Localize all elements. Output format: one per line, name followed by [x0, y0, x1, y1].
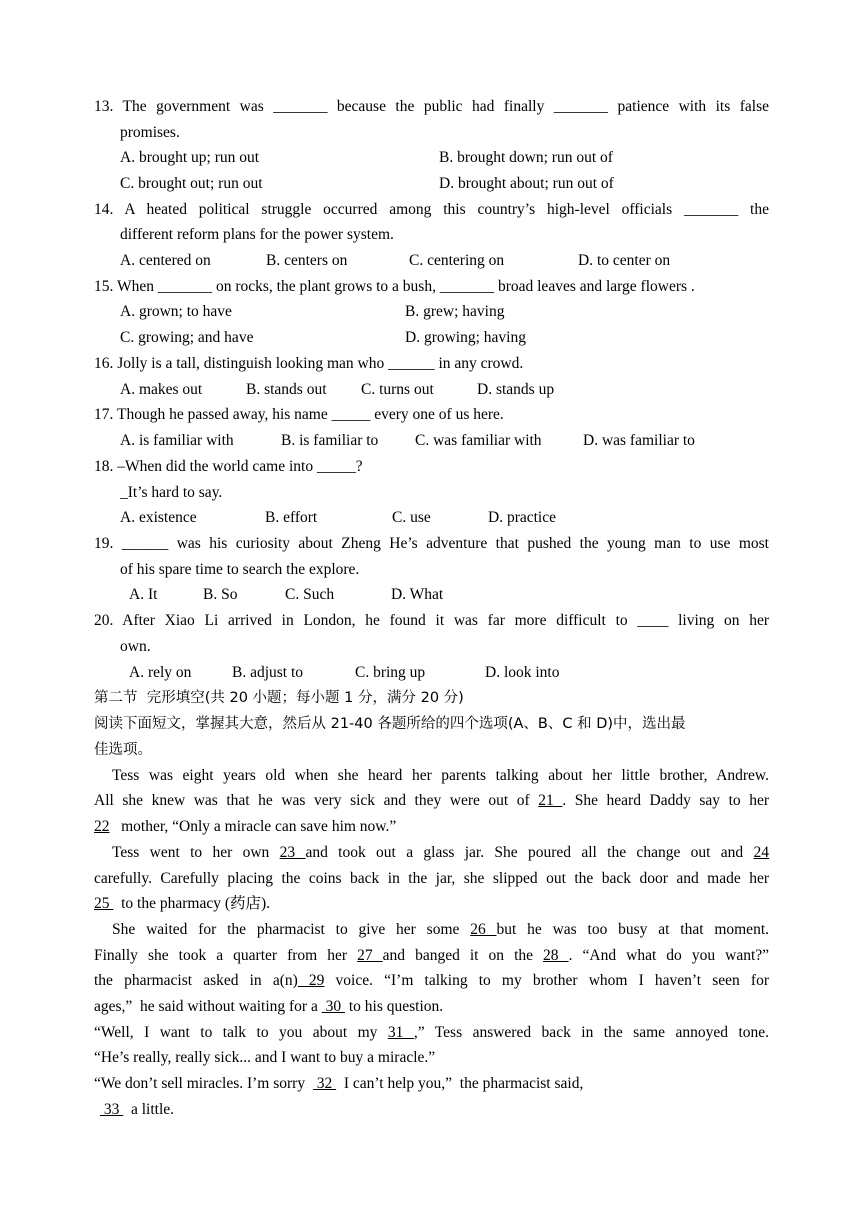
question-16-option-b: B. stands out [246, 381, 327, 398]
section-title: 第二节 完形填空(共 20 小题；每小题 1 分，满分 20 分) [94, 690, 464, 706]
question-16-option-a: A. makes out [120, 381, 203, 398]
question-14-option-a: A. centered on [120, 252, 211, 269]
question-16-option-d: D. stands up [477, 381, 555, 398]
passage-line: All she knew was that he was very sick and they were out of 21 . She heard Daddy say to her [94, 792, 769, 809]
passage-line: “He’s really, really sick... and I want to buy a miracle.” [94, 1049, 436, 1066]
blank-22[interactable]: 22 [94, 818, 110, 835]
question-17-option-b: B. is familiar to [281, 432, 379, 449]
question-16-option-c: C. turns out [361, 381, 434, 398]
question-16-stem: 16. Jolly is a tall, distinguish looking man who ______ in any crowd. [94, 355, 524, 372]
question-15-stem: 15. When _______ on rocks, the plant grows to a bush, _______ broad leaves and large flowers . [94, 278, 695, 295]
question-15-option-b: B. grew; having [405, 303, 505, 320]
question-19-stem-cont: of his spare time to search the explore. [120, 561, 360, 578]
question-14-option-d: D. to center on [578, 252, 671, 269]
blank-31[interactable]: 31 [387, 1024, 414, 1041]
blank-25[interactable]: 25 [94, 895, 114, 912]
question-18-option-b: B. effort [265, 509, 318, 526]
question-20-stem-cont: own. [120, 638, 151, 655]
question-18-option-d: D. practice [488, 509, 556, 526]
question-20-option-d: D. look into [485, 664, 560, 681]
question-13-option-a: A. brought up; run out [120, 149, 260, 166]
question-15-option-a: A. grown; to have [120, 303, 232, 320]
passage-line: Finally she took a quarter from her 27 and banged it on the 28 . “And what do you want?” [94, 947, 770, 964]
passage-line: She waited for the pharmacist to give her some 26 but he was too busy at that moment. [112, 921, 769, 938]
blank-33[interactable]: 33 [100, 1101, 124, 1118]
question-14-stem-cont: different reform plans for the power system. [120, 226, 394, 243]
question-13-stem-cont: promises. [120, 124, 180, 141]
blank-27[interactable]: 27 [357, 947, 383, 964]
section-instructions-cont: 佳选项。 [94, 742, 152, 758]
question-17-stem: 17. Though he passed away, his name _____ every one of us here. [94, 406, 504, 423]
question-20-option-a: A. rely on [129, 664, 192, 681]
question-19-option-b: B. So [203, 586, 238, 603]
question-17-option-a: A. is familiar with [120, 432, 234, 449]
question-14-option-c: C. centering on [409, 252, 505, 269]
question-15-option-c: C. growing; and have [120, 329, 254, 346]
blank-28[interactable]: 28 [543, 947, 569, 964]
question-18-option-a: A. existence [120, 509, 197, 526]
question-20-stem: 20. After Xiao Li arrived in London, he found it was far more difficult to ____ living on her [94, 612, 769, 629]
passage-line: Tess was eight years old when she heard her parents talking about her little brother, Andrew. [112, 767, 769, 784]
passage-line: ages,” he said without waiting for a 30 to his question. [94, 998, 444, 1015]
question-19-option-c: C. Such [285, 586, 335, 603]
question-20-option-c: C. bring up [355, 664, 426, 681]
question-15-option-d: D. growing; having [405, 329, 526, 346]
passage-line: “We don’t sell miracles. I’m sorry 32 I can’t help you,” the pharmacist said, [94, 1075, 584, 1092]
question-13-option-b: B. brought down; run out of [439, 149, 613, 166]
question-13-option-c: C. brought out; run out [120, 175, 263, 192]
question-14-option-b: B. centers on [266, 252, 348, 269]
passage-line: carefully. Carefully placing the coins back in the jar, she slipped out the back door and made her [94, 870, 769, 887]
question-19-option-a: A. It [129, 586, 158, 603]
blank-23[interactable]: 23 [279, 844, 306, 861]
passage-line: 25 to the pharmacy (药店). [94, 895, 271, 912]
question-17-option-c: C. was familiar with [415, 432, 542, 449]
question-18-response: _It’s hard to say. [120, 484, 223, 501]
question-13-stem: 13. The government was _______ because the public had finally _______ patience with its false [94, 98, 769, 115]
blank-24[interactable]: 24 [753, 844, 769, 861]
blank-29[interactable]: 29 [297, 972, 325, 989]
question-13-option-d: D. brought about; run out of [439, 175, 614, 192]
question-14-stem: 14. A heated political struggle occurred among this country’s high-level officials _______ the [94, 201, 769, 218]
passage-line: “Well, I want to talk to you about my 31 ,” Tess answered back in the same annoyed tone. [94, 1024, 770, 1041]
passage-line: 33 a little. [100, 1101, 175, 1118]
passage-line: 22 mother, “Only a miracle can save him now.” [94, 818, 397, 835]
question-17-option-d: D. was familiar to [583, 432, 695, 449]
blank-32[interactable]: 32 [312, 1075, 337, 1092]
blank-30[interactable]: 30 [321, 998, 345, 1015]
question-18-stem: 18. –When did the world came into _____? [94, 458, 363, 475]
section-instructions: 阅读下面短文，掌握其大意，然后从 21-40 各题所给的四个选项(A、B、C 和 D)中，选出最 [94, 716, 686, 732]
question-20-option-b: B. adjust to [232, 664, 304, 681]
blank-26[interactable]: 26 [470, 921, 497, 938]
question-18-option-c: C. use [392, 509, 431, 526]
blank-21[interactable]: 21 [538, 792, 563, 809]
question-19-stem: 19. ______ was his curiosity about Zheng He’s adventure that pushed the young man to use most [94, 535, 769, 552]
passage-line: the pharmacist asked in a(n) 29 voice. “I’m talking to my brother whom I haven’t seen for [94, 972, 769, 989]
question-19-option-d: D. What [391, 586, 444, 603]
passage-line: Tess went to her own 23 and took out a glass jar. She poured all the change out and 24 [112, 844, 769, 861]
